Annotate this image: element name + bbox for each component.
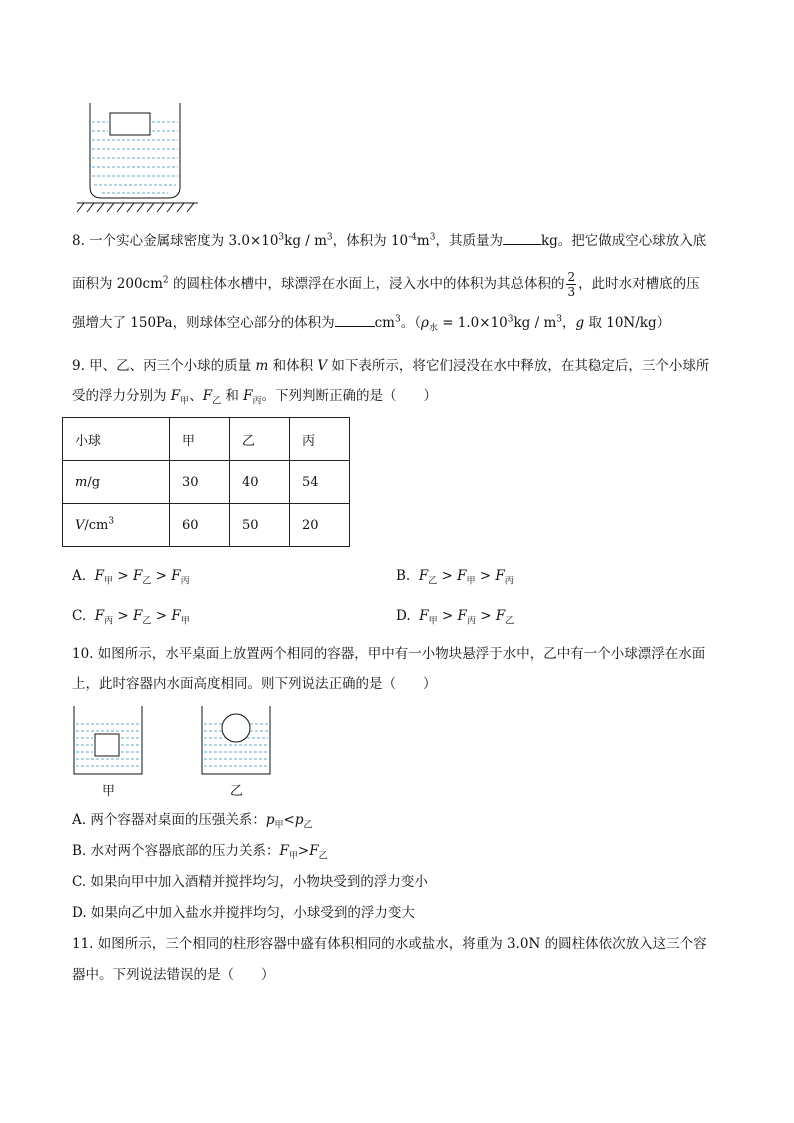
q11-line-2: 器中。下列说法错误的是（ ） xyxy=(72,967,275,983)
q9-option-a[interactable]: A. $F_甲 > F_乙 > F_丙$ xyxy=(72,568,190,587)
table-row xyxy=(63,461,350,504)
table-row xyxy=(63,504,350,547)
q10-line-2: 上，此时容器内水面高度相同。则下列说法正确的是（ ） xyxy=(72,676,437,692)
table-cell: 30 xyxy=(170,461,230,504)
label-yi: 乙 xyxy=(230,784,244,799)
answer-blank-mass[interactable] xyxy=(503,230,541,245)
q8-line-3: 强增大了 150Pa，则球体空心部分的体积为 $cm^3$。（$\rho_水 = 1.0\times 10^3kg / m^3$，g 取 10N/kg） xyxy=(72,312,670,333)
q10-option-b[interactable]: B. 水对两个容器底部的压力关系：$F_甲>F_乙$ xyxy=(72,843,328,862)
floating-block-figure xyxy=(72,95,207,215)
q10-line-1: 10. 如图所示，水平桌面上放置两个相同的容器，甲中有一小物块悬浮于水中，乙中有一个小球漂浮在水面 xyxy=(72,646,706,662)
mass-volume-table xyxy=(62,417,350,547)
table-cell: 60 xyxy=(170,504,230,547)
q9-line-2: 受的浮力分别为 $F_甲$、$F_乙$ 和 $F_丙$。下列判断正确的是（ ） xyxy=(72,388,438,407)
q9-line-1: 9. 甲、乙、丙三个小球的质量 m 和体积 V 如下表所示，将它们浸没在水中释放，在其稳定后，三个小球所 xyxy=(72,358,710,374)
container-jia-figure xyxy=(68,704,148,776)
q9-option-b[interactable]: B. $F_乙 > F_甲 > F_丙$ xyxy=(396,568,514,587)
q10-option-a[interactable]: A. 两个容器对桌面的压强关系：$p_甲<p_乙$ xyxy=(72,812,313,831)
table-cell: 小球 xyxy=(63,418,170,461)
label-jia: 甲 xyxy=(102,784,116,799)
q9-option-d[interactable]: D. $F_甲 > F_丙 > F_乙$ xyxy=(396,608,515,627)
q8-line-2: 面积为 $200cm^2$ 的圆柱体水槽中，球漂浮在水面上，浸入水中的体积为其总体积的 $\frac{2}{3}$ ，此时水对槽底的压 xyxy=(72,270,700,299)
q8-line-1: 8. 一个实心金属球密度为 $3.0\times 10^3kg / m^3$，体积为 $10^{-4}m^3$，其质量为 kg。把它做成空心球放入底 xyxy=(72,230,706,251)
answer-blank-volume[interactable] xyxy=(335,312,375,327)
table-row xyxy=(63,418,350,461)
container-yi-figure xyxy=(196,704,276,776)
q10-option-d[interactable]: D. 如果向乙中加入盐水并搅拌均匀，小球受到的浮力变大 xyxy=(72,905,415,921)
table-cell: 20 xyxy=(290,504,350,547)
table-cell: 乙 xyxy=(230,418,290,461)
q10-option-c[interactable]: C. 如果向甲中加入酒精并搅拌均匀，小物块受到的浮力变小 xyxy=(72,874,428,890)
q9-option-c[interactable]: C. $F_丙 > F_乙 > F_甲$ xyxy=(72,608,190,627)
fraction-two-thirds: $\frac{2}{3}$ xyxy=(567,270,576,299)
table-cell: m/g xyxy=(63,461,170,504)
q11-line-1: 11. 如图所示，三个相同的柱形容器中盛有体积相同的水或盐水，将重为 3.0N 的圆柱体依次放入这三个容 xyxy=(72,936,707,952)
table-cell: 54 xyxy=(290,461,350,504)
table-cell: 甲 xyxy=(170,418,230,461)
table-cell: 丙 xyxy=(290,418,350,461)
table-cell: $V/cm^3$ xyxy=(63,504,170,547)
table-cell: 50 xyxy=(230,504,290,547)
table-cell: 40 xyxy=(230,461,290,504)
